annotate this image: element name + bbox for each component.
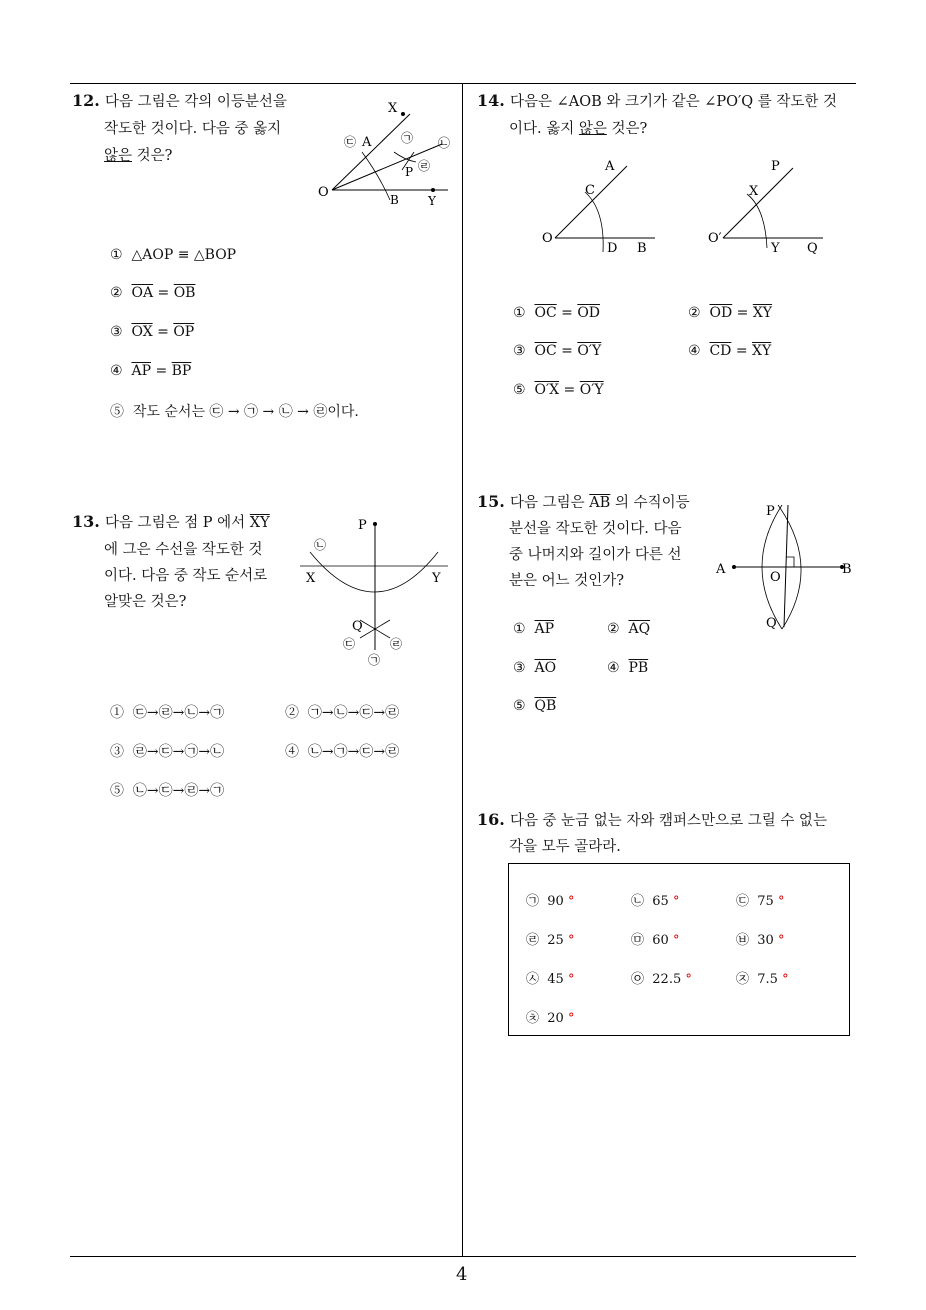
label-A: A: [362, 135, 372, 150]
circled-a: ㉠: [401, 131, 414, 145]
circled-b: ㉡: [314, 538, 327, 552]
question-line: 중 나머지와 길이가 다른 선: [509, 547, 682, 563]
question-14: 14. 다음은 ∠AOB 와 크기가 같은 ∠PO′Q 를 작도한 것: [477, 91, 838, 110]
top-rule: [70, 83, 856, 84]
option-4[interactable]: ④ $\overline{AP} = \overline{BP}$: [110, 363, 192, 379]
question-line: 분은 어느 것인가?: [509, 573, 625, 589]
column-divider: [462, 83, 463, 1256]
circled-d: ㉣: [390, 637, 403, 651]
choice-item[interactable]: ㉢ 75 °: [736, 894, 785, 909]
question-number: 12.: [72, 91, 100, 110]
choice-item[interactable]: ㉤ 60 °: [631, 933, 680, 948]
label-B: B: [390, 193, 399, 207]
question-12: [72, 89, 312, 116]
option-2[interactable]: ② $\overline{AQ}$: [607, 621, 651, 637]
option-3[interactable]: ③ $\overline{OX} = \overline{OP}$: [110, 324, 195, 340]
option-5[interactable]: ⑤ $\overline{QB}$: [513, 698, 557, 714]
label-D: D: [607, 241, 618, 256]
circled-b: ㉡: [438, 136, 451, 150]
question-number: 13.: [72, 512, 100, 531]
perpendicular-bisector-figure: [712, 495, 862, 637]
label-P: P: [358, 518, 367, 533]
choice-item[interactable]: ㉠ 90 °: [526, 894, 575, 909]
label-P: P: [771, 159, 780, 174]
option-5[interactable]: ⑤ ㉡→㉢→㉣→㉠: [110, 783, 225, 799]
label-B: B: [637, 241, 647, 256]
choice-item[interactable]: ㉣ 25 °: [526, 933, 575, 948]
question-line: 않은 것은?: [104, 148, 173, 164]
option-5[interactable]: ⑤ O′X = O′Y: [513, 382, 604, 398]
label-X: X: [306, 571, 316, 586]
choice-item[interactable]: ㉧ 22.5 °: [631, 972, 692, 987]
question-line: 다음 그림은 각의 이등분선을: [104, 94, 287, 110]
label-C: C: [585, 183, 595, 198]
question-number: 16.: [477, 810, 505, 829]
option-4[interactable]: ④ $\overline{PB}$: [607, 660, 649, 676]
option-1[interactable]: ① ㉢→㉣→㉡→㉠: [110, 705, 225, 721]
circled-d: ㉣: [418, 159, 431, 173]
perpendicular-figure: [298, 512, 458, 672]
label-Y: Y: [432, 571, 441, 586]
option-1[interactable]: ① $\overline{OC} = \overline{OD}$: [513, 305, 601, 321]
question-line: 이다. 옳지 않은 것은?: [509, 121, 648, 137]
label-O-prime: O′: [708, 231, 722, 246]
choice-item[interactable]: ㉥ 30 °: [736, 933, 785, 948]
option-1[interactable]: ① △AOP ≡ △BOP: [110, 247, 237, 263]
bottom-rule: [70, 1256, 856, 1257]
circled-a: ㉠: [368, 653, 381, 667]
question-line: 분선을 작도한 것이다. 다음: [509, 521, 682, 537]
label-Q: Q: [766, 616, 777, 631]
question-number: 15.: [477, 492, 505, 511]
option-2[interactable]: ② ㉠→㉡→㉢→㉣: [285, 705, 400, 721]
label-A: A: [716, 562, 726, 577]
emphasis-underline: 않은: [104, 148, 133, 164]
page-number: 4: [456, 1264, 468, 1285]
question-line: 알맞은 것은?: [104, 594, 187, 610]
option-4[interactable]: ④ $\overline{CD} = \overline{XY}$: [688, 343, 772, 359]
question-15: 15. 다음 그림은 $\overline{AB}$ 의 수직이등: [477, 492, 690, 511]
option-3[interactable]: ③ $\overline{AO}$: [513, 660, 557, 676]
label-X: X: [388, 101, 398, 116]
circled-c: ㉢: [343, 637, 356, 651]
label-O: O: [318, 185, 329, 200]
question-line: 각을 모두 골라라.: [509, 839, 621, 855]
label-Y: Y: [771, 241, 780, 256]
choice-item[interactable]: ㉦ 45 °: [526, 972, 575, 987]
label-A: A: [605, 159, 615, 174]
angle-copy-figure: [535, 152, 835, 262]
label-Q: Q: [352, 619, 363, 634]
question-number: 14.: [477, 91, 505, 110]
label-P: P: [766, 504, 775, 519]
option-1[interactable]: ① $\overline{AP}$: [513, 621, 554, 637]
option-3[interactable]: ③ ㉣→㉢→㉠→㉡: [110, 744, 225, 760]
label-B: B: [842, 562, 852, 577]
label-O: O: [770, 570, 781, 585]
choice-item[interactable]: ㉨ 7.5 °: [736, 972, 789, 987]
option-2[interactable]: ② $\overline{OA} = \overline{OB}$: [110, 285, 196, 301]
label-O: O: [542, 231, 553, 246]
label-P: P: [405, 165, 414, 179]
label-X: X: [749, 184, 759, 199]
circled-c: ㉢: [344, 135, 357, 149]
choice-item[interactable]: ㉩ 20 °: [526, 1011, 575, 1026]
question-13: 13. 다음 그림은 점 P 에서 $\overline{XY}$: [72, 512, 270, 531]
angle-bisector-figure: [310, 92, 460, 212]
question-line: 이다. 다음 중 작도 순서로: [104, 568, 268, 584]
option-3[interactable]: ③ $\overline{OC} = O'Y$: [513, 343, 602, 359]
question-line: 에 그은 수선을 작도한 것: [104, 542, 263, 558]
choice-item[interactable]: ㉡ 65 °: [631, 894, 680, 909]
label-Q: Q: [807, 241, 818, 256]
option-5[interactable]: ⑤ 작도 순서는 ㉢ → ㉠ → ㉡ → ㉣이다.: [110, 404, 359, 420]
option-4[interactable]: ④ ㉡→㉠→㉢→㉣: [285, 744, 400, 760]
option-2[interactable]: ② $\overline{OD} = \overline{XY}$: [688, 305, 773, 321]
question-16: 16. 다음 중 눈금 없는 자와 캠퍼스만으로 그릴 수 없는: [477, 810, 827, 829]
question-line: 작도한 것이다. 다음 중 옳지: [104, 121, 282, 137]
label-Y: Y: [428, 194, 436, 208]
